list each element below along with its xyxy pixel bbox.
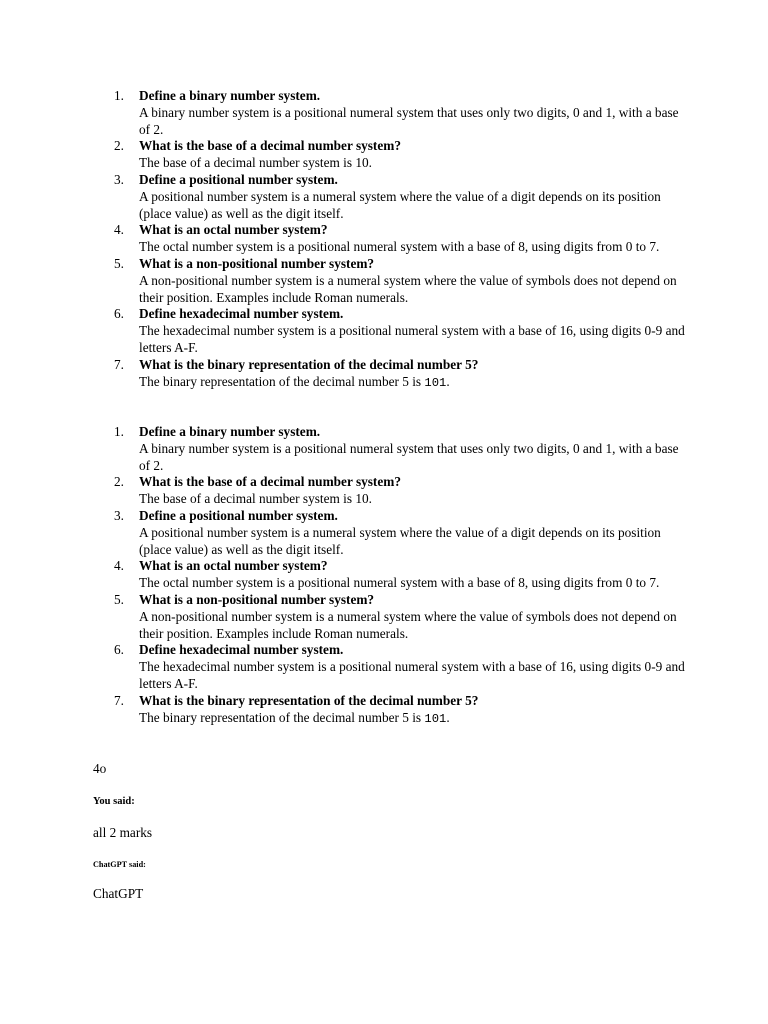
- list-item: [0, 424, 768, 474]
- item-number: 4.: [114, 558, 124, 574]
- item-number: 6.: [114, 642, 124, 658]
- answer-text: A non-positional number system is a numeral system where the value of symbols does not depend on their position. Examples include Roman numerals.: [139, 272, 677, 305]
- item-number: 1.: [114, 424, 124, 439]
- question-text: Define hexadecimal number system.: [139, 306, 344, 322]
- question-text: What is the binary representation of the decimal number 5?: [139, 692, 479, 708]
- list-item: [0, 306, 768, 356]
- answer-text: A positional number system is a numeral system where the value of a digit depends on its position (place value) as well as the digit itself.: [139, 188, 661, 221]
- answer-text: A binary number system is a positional numeral system that uses only two digits, 0 and 1, with a base of 2.: [139, 440, 679, 473]
- answer-code: 101: [424, 375, 447, 390]
- item-number: 2.: [114, 138, 124, 154]
- answer-text: The hexadecimal number system is a positional numeral system with a base of 16, using digits 0-9 and letters A-F.: [139, 659, 685, 691]
- list-item: [0, 592, 768, 642]
- item-number: 5.: [114, 591, 124, 607]
- list-item: [0, 88, 768, 138]
- answer-text: The octal number system is a positional numeral system with a base of 8, using digits from 0 to 7.: [139, 239, 660, 255]
- chatgpt-name: ChatGPT: [93, 886, 144, 901]
- list-item: [0, 222, 768, 256]
- question-text: What is a non-positional number system?: [139, 255, 375, 271]
- item-number: 7.: [114, 356, 124, 372]
- item-number: 4.: [114, 222, 124, 238]
- item-number: 7.: [114, 692, 124, 708]
- model-tag: 4o: [93, 761, 107, 776]
- user-message: all 2 marks: [93, 825, 153, 840]
- list-item: [0, 138, 768, 172]
- list-item: [0, 693, 768, 728]
- answer-prefix: The binary representation of the decimal number 5 is: [139, 709, 425, 725]
- question-text: Define a positional number system.: [139, 507, 338, 523]
- item-number: 3.: [114, 171, 124, 187]
- you-said-label: You said:: [93, 796, 135, 807]
- answer-suffix: .: [446, 709, 450, 725]
- answer-code: 101: [424, 711, 447, 726]
- question-text: Define a binary number system.: [139, 88, 321, 103]
- question-text: Define hexadecimal number system.: [139, 642, 344, 658]
- item-number: 5.: [114, 255, 124, 271]
- answer-text: [139, 710, 688, 728]
- question-text: What is an octal number system?: [139, 558, 328, 574]
- question-text: What is the binary representation of the decimal number 5?: [139, 356, 479, 372]
- answer-text: The base of a decimal number system is 10.: [139, 491, 373, 507]
- question-text: What is the base of a decimal number system?: [139, 474, 401, 490]
- item-number: 1.: [114, 88, 124, 103]
- answer-text: The hexadecimal number system is a positional numeral system with a base of 16, using digits 0-9 and letters A-F.: [139, 323, 685, 355]
- chatgpt-said-label: ChatGPT said:: [93, 860, 146, 869]
- list-item: [0, 357, 768, 392]
- answer-text: A positional number system is a numeral system where the value of a digit depends on its position (place value) as well as the digit itself.: [139, 524, 661, 557]
- item-number: 6.: [114, 306, 124, 322]
- qa-list-second: [0, 424, 768, 727]
- list-item: [0, 474, 768, 508]
- question-text: Define a positional number system.: [139, 171, 338, 187]
- list-item: [0, 256, 768, 306]
- item-number: 2.: [114, 474, 124, 490]
- question-text: Define a binary number system.: [139, 424, 321, 439]
- item-number: 3.: [114, 507, 124, 523]
- answer-suffix: .: [446, 373, 450, 389]
- list-item: [0, 508, 768, 558]
- question-text: What is a non-positional number system?: [139, 591, 375, 607]
- list-item: [0, 172, 768, 222]
- question-text: What is the base of a decimal number system?: [139, 138, 401, 154]
- answer-text: The octal number system is a positional numeral system with a base of 8, using digits from 0 to 7.: [139, 575, 660, 591]
- answer-text: [139, 374, 688, 392]
- list-item: [0, 642, 768, 692]
- answer-prefix: The binary representation of the decimal number 5 is: [139, 373, 425, 389]
- answer-text: A binary number system is a positional numeral system that uses only two digits, 0 and 1, with a base of 2.: [139, 104, 679, 137]
- question-text: What is an octal number system?: [139, 222, 328, 238]
- qa-list-first: [0, 88, 768, 391]
- answer-text: The base of a decimal number system is 10.: [139, 155, 373, 171]
- list-item: [0, 558, 768, 592]
- answer-text: A non-positional number system is a numeral system where the value of symbols does not depend on their position. Examples include Roman numerals.: [139, 608, 677, 641]
